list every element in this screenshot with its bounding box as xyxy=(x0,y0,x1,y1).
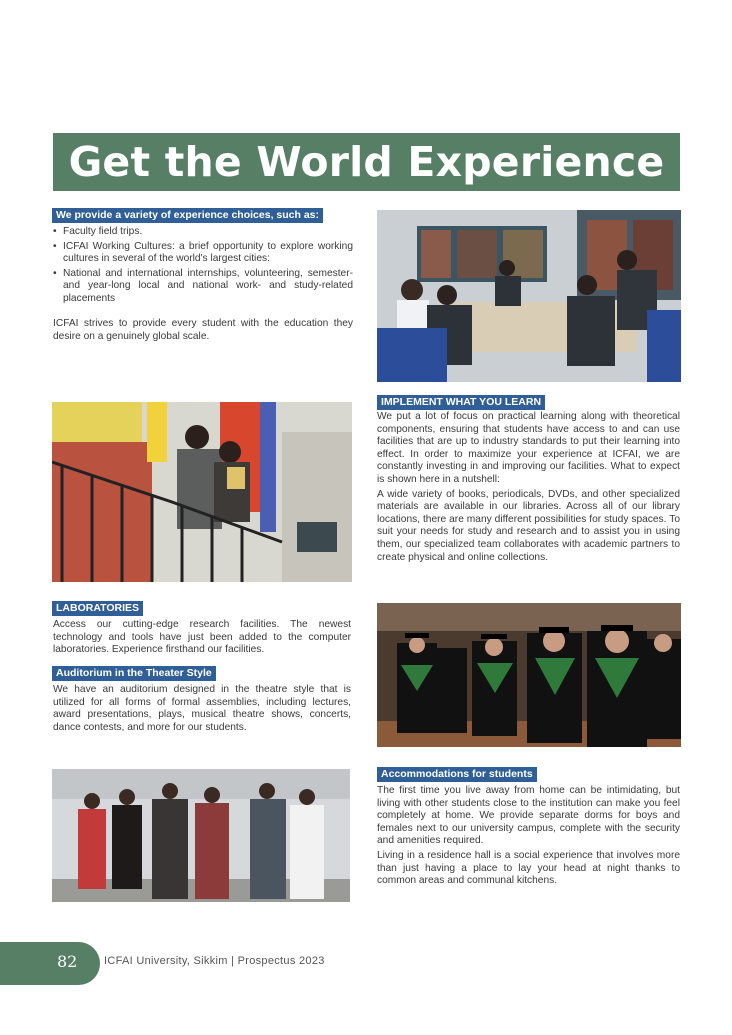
library-meeting-photo xyxy=(377,210,681,382)
accommodations-heading: Accommodations for students xyxy=(377,767,537,782)
list-item: • ICFAI Working Cultures: a brief opportunity to explore working cultures in several of the world's largest cities: xyxy=(53,241,353,266)
graduation-photo xyxy=(377,603,681,747)
accommodations-paragraph-1: The first time you live away from home can be intimidating, but living with other students close to the institution can make you feel completely at home. We provide separate dorms for boys and females next to our university campus, complete with the security and amenities required. xyxy=(377,785,680,847)
implement-paragraph-2: A wide variety of books, periodicals, DVDs, and other specialized materials are available in our libraries. Across all of our library locations, there are many different possibilities for study spaces. To suit your needs for study and research and to assist you in using them, our specialized team collaborates with academic partners to create physical and online collections. xyxy=(377,488,680,563)
page-title-banner xyxy=(53,133,680,191)
laboratories-text: Access our cutting-edge research facilities. The newest technology and tools have just been added to the computer laboratories. Experience firsthand our facilities. xyxy=(53,619,351,656)
balcony-students-photo xyxy=(52,402,352,582)
implement-paragraph-1: We put a lot of focus on practical learning along with theoretical components, ensuring that students have access to and can use facilities that are up to industry standards to put their learning into effect. In order to maximize your experience at ICFAI, we are constantly investing in and improving our facilities. What to expect is shown here in a nutshell: xyxy=(377,411,680,485)
auditorium-text: We have an auditorium designed in the theatre style that is utilized for all forms of formal assemblies, including lectures, award presentations, plays, musical theatre shows, concerts, dance contests, and more for our students. xyxy=(53,684,351,733)
accommodations-paragraph-2: Living in a residence hall is a social experience that involves more than just having a place to lay your head at night thanks to common areas and communal kitchens. xyxy=(377,849,680,887)
footer-tab xyxy=(0,942,100,985)
experience-heading: We provide a variety of experience choices, such as: xyxy=(52,208,323,223)
page-number: 82 xyxy=(57,952,78,971)
experience-closing: ICFAI strives to provide every student with the education they desire on a genuinely global scale. xyxy=(53,318,353,342)
group-photo xyxy=(52,769,350,902)
auditorium-heading: Auditorium in the Theater Style xyxy=(52,666,216,681)
experience-list xyxy=(53,226,353,308)
implement-heading: IMPLEMENT WHAT YOU LEARN xyxy=(377,395,545,410)
laboratories-heading: LABORATORIES xyxy=(52,601,143,616)
page-title: Get the World Experience xyxy=(68,138,665,186)
list-item: • Faculty field trips. xyxy=(53,226,353,239)
footer-text: ICFAI University, Sikkim | Prospectus 2023 xyxy=(104,955,325,967)
implement-body xyxy=(377,411,680,566)
list-item: • National and international internships, volunteering, semester- and year-long local and national work- and study-related placements xyxy=(53,268,353,306)
accommodations-body xyxy=(377,785,680,890)
